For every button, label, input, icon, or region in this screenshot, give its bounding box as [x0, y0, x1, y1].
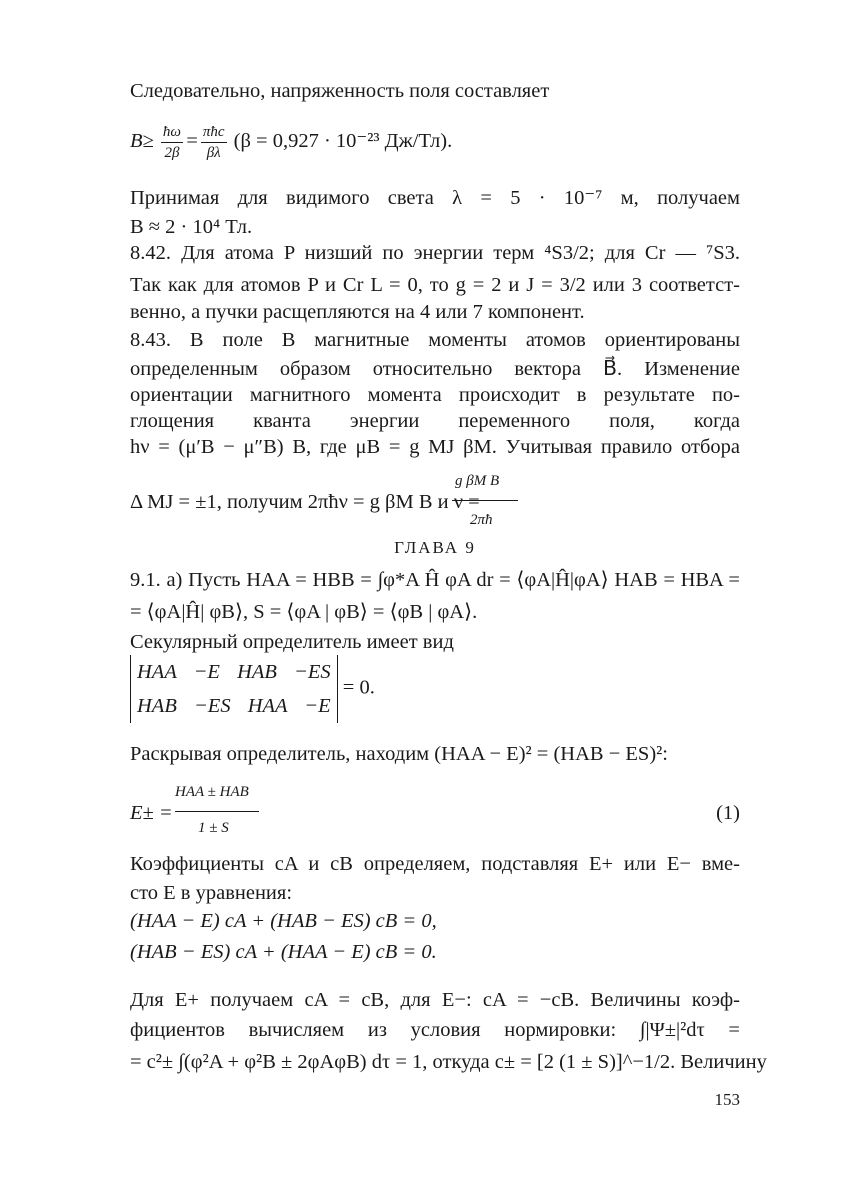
fraction: [161, 122, 183, 163]
secular-determinant: [130, 655, 740, 723]
fraction-denominator: 2πħ: [470, 512, 493, 528]
paragraph-text: определенным образом относительно вектора B⃗. Изменение: [130, 358, 740, 380]
equation-number: (1): [716, 802, 740, 824]
fraction-denominator: 2β: [161, 142, 183, 163]
paragraph-text: 8.42. Для атома P низший по энергии терм ⁴S3/2; для Cr — ⁷S3.: [130, 242, 740, 264]
paragraph-text: = ⟨φA|Ĥ| φB⟩, S = ⟨φA | φB⟩ = ⟨φB | φA⟩.: [130, 601, 478, 623]
paragraph-text: ориентации магнитного момента происходит в результате по-: [130, 384, 740, 406]
fraction-numerator: ħω: [162, 124, 181, 140]
equation-constant: (β = 0,927 · 10⁻²³ Дж/Тл).: [233, 130, 453, 153]
paragraph-text: 8.43. В поле B магнитные моменты атомов ориентированы: [130, 329, 740, 351]
fraction-denominator: βλ: [201, 142, 227, 163]
fraction-denominator: 1 ± S: [198, 820, 229, 836]
fraction-bar: [175, 811, 259, 812]
equation-lhs: E± =: [130, 802, 173, 824]
paragraph-text: Следовательно, напряженность поля составляет: [130, 80, 550, 102]
paragraph-text: 9.1. а) Пусть HAA = HBB = ∫φ*A Ĥ φA dr = ⟨φA|Ĥ|φA⟩ HAB = HBA =: [130, 569, 740, 591]
paragraph-text: Раскрывая определитель, находим (HAA − E)² = (HAB − ES)²:: [130, 743, 668, 765]
paragraph-text: Коэффициенты cA и cB определяем, подставляя E+ или E− вме-: [130, 853, 740, 875]
paragraph-text: Для E+ получаем cA = cB, для E−: cA = −cB. Величины коэф-: [130, 989, 740, 1011]
fraction-bar: [452, 500, 518, 501]
chapter-heading: ГЛАВА 9: [394, 538, 476, 557]
equation-system-line: (HAA − E) cA + (HAB − ES) cB = 0,: [130, 910, 437, 932]
paragraph-text: = c²± ∫(φ²A + φ²B ± 2φAφB) dτ = 1, откуда c± = [2 (1 ± S)]^−1/2. Величину: [130, 1051, 767, 1073]
determinant-matrix: [130, 655, 338, 723]
page-number: 153: [714, 1090, 740, 1109]
determinant-row: HAB −ES HAA −E: [137, 695, 331, 717]
paragraph-text: B ≈ 2 · 10⁴ Тл.: [130, 216, 253, 238]
paragraph-text: Так как для атомов P и Cr L = 0, то g = 2 и J = 3/2 или 3 соответст-: [130, 274, 740, 296]
fraction: [201, 122, 227, 163]
paragraph-text: глощения кванта энергии переменного поля, когда: [130, 410, 740, 432]
fraction-numerator: g βM B: [455, 473, 500, 489]
equation-b-field: B≥ $\frac{ħ\omega}{2\beta}$ = $\frac{\text{πħc}}{\beta\lambda}$ (β = 0,927 · 10⁻²³ Дж/Тл).: [130, 124, 453, 161]
fraction-numerator: πħc: [202, 124, 225, 140]
paragraph-text: hν = (μ′B − μ″B) B, где μB = g MJ βM. Учитывая правило отбора: [130, 436, 740, 458]
determinant-equals: = 0.: [342, 676, 375, 699]
paragraph-text: Δ MJ = ±1, получим 2πħν = g βM B и ν =: [130, 491, 480, 513]
paragraph-text: Принимая для видимого света λ = 5 · 10⁻⁷ м, получаем: [130, 187, 740, 209]
equation-prefix: B≥: [130, 130, 154, 153]
determinant-row: HAA −E HAB −ES: [137, 661, 331, 683]
paragraph-text: фициентов вычисляем из условия нормировки: ∫|Ψ±|²dτ =: [130, 1019, 740, 1041]
fraction-numerator: HAA ± HAB: [175, 784, 249, 800]
paragraph-text: венно, а пучки расщепляются на 4 или 7 компонент.: [130, 301, 585, 323]
equation-system-line: (HAB − ES) cA + (HAA − E) cB = 0.: [130, 941, 437, 963]
paragraph-text: Секулярный определитель имеет вид: [130, 631, 454, 653]
paragraph-text: сто E в уравнения:: [130, 882, 293, 904]
